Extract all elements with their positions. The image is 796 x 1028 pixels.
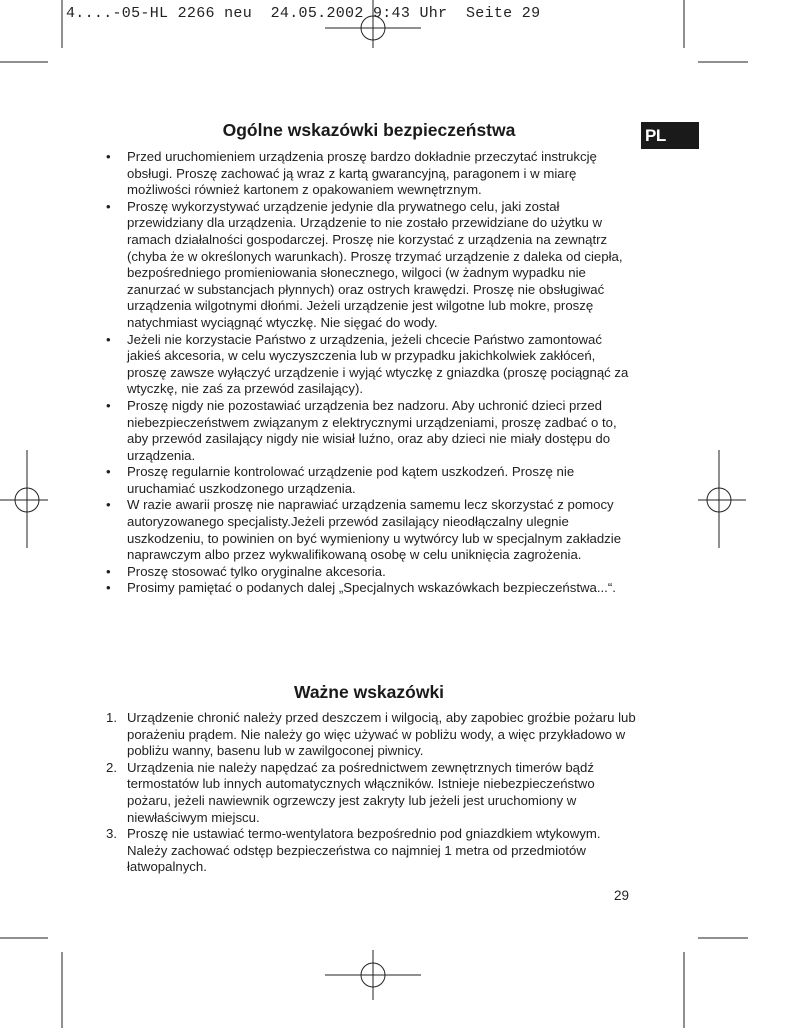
- page-number: 29: [614, 888, 630, 903]
- list-item: [106, 332, 636, 398]
- list-item-text: Proszę stosować tylko oryginalne akcesoria.: [127, 563, 386, 579]
- registration-mark-left: [0, 450, 48, 548]
- bullet-marker: •: [106, 563, 111, 579]
- registration-mark-right: [698, 450, 746, 548]
- item-number: 1.: [106, 710, 117, 725]
- list-item: [106, 564, 636, 581]
- section-title-important-notes: Ważne wskazówki: [293, 682, 445, 702]
- print-slug-header: 4....-05-HL 2266 neu 24.05.2002 9:43 Uhr Seite 29: [66, 5, 541, 22]
- bullet-marker: •: [106, 464, 111, 480]
- list-item-text: Proszę nie ustawiać termo-wentylatora bezpośrednio pod gniazdkiem wtykowym. Należy zachować odstęp bezpieczeństwa co najmniej 1 metra od przedmiotów łatwopalnych.: [127, 826, 601, 875]
- list-item: [106, 398, 636, 464]
- list-item-text: Prosimy pamiętać o podanych dalej „Specjalnych wskazówkach bezpieczeństwa...“.: [127, 580, 616, 596]
- registration-mark-top: [325, 0, 421, 48]
- bullet-marker: •: [106, 397, 111, 413]
- list-item-text: Przed uruchomieniem urządzenia proszę bardzo dokładnie przeczytać instrukcję obsługi. Proszę zachować ją wraz z kartą gwarancyjną, paragonem i w miarę możliwości również kartonem z opakowaniem wewnętrznym.: [127, 149, 597, 198]
- list-item: [106, 710, 636, 760]
- list-item: [106, 826, 636, 876]
- list-item-text: Proszę nigdy nie pozostawiać urządzenia bez nadzoru. Aby uchronić dzieci przed niebezpieczeństwem związanym z elektrycznymi urządzeniami, proszę zadbać o to, aby przewód zasilający nigdy nie wisiał luźno, oraz aby dzieci nie miały dostępu do urządzenia.: [127, 397, 617, 463]
- list-item-text: Proszę wykorzystywać urządzenie jedynie dla prywatnego celu, jaki został przewidziany dla urządzenia. Urządzenie to nie zostało przewidziane do użytku w ramach działalności gospodarczej. Proszę nie korzystać z urządzenia na zewnątrz (chyba że w określonych warunkach). Proszę trzymać urządzenie z daleka od ciepła, bezpośredniego promieniowania słonecznego, wilgoci (w żadnym wypadku nie zanurzać w substancjach płynnych) oraz ostrych krawędzi. Proszę nie obsługiwać urządzenia wilgotnymi dłońmi. Jeżeli urządzenie jest wilgotne lub mokre, proszę natychmiast wyciągnąć wtyczkę. Nie sięgać do wody.: [127, 198, 623, 330]
- registration-mark-bottom: [325, 950, 421, 1000]
- language-tab: PL: [641, 122, 699, 149]
- bullet-marker: •: [106, 580, 111, 596]
- list-item-text: Urządzenie chronić należy przed deszczem i wilgocią, aby zapobiec groźbie pożaru lub porażeniu prądem. Nie należy go więc używać w pobliżu wody, a więc przykładowo w pobliżu wanny, basenu lub w zawilgoconej piwnicy.: [127, 710, 636, 759]
- list-item-text: W razie awarii proszę nie naprawiać urządzenia samemu lecz skorzystać z pomocy autoryzowanego specjalisty.Jeżeli przewód zasilający nieodłączalny ulegnie uszkodzeniu, to powinien on być wymieniony u wytwórcy lub w specjalnym zakładzie naprawczym albo przez wykwalifikowaną osobę w celu uniknięcia zagrożenia.: [127, 497, 622, 563]
- bullet-marker: •: [106, 198, 111, 214]
- bullet-marker: •: [106, 149, 111, 164]
- list-item: [106, 149, 636, 199]
- list-item: [106, 199, 636, 332]
- bullet-marker: •: [106, 497, 111, 513]
- bullet-marker: •: [106, 331, 111, 347]
- list-item: [106, 464, 636, 497]
- item-number: 2.: [106, 759, 117, 775]
- section-title-general-safety: Ogólne wskazówki bezpieczeństwa: [222, 120, 516, 140]
- list-item: [106, 760, 636, 826]
- item-number: 3.: [106, 826, 117, 842]
- important-notes-list: [106, 710, 636, 876]
- list-item-text: Proszę regularnie kontrolować urządzenie pod kątem uszkodzeń. Proszę nie uruchamiać uszkodzonego urządzenia.: [127, 464, 575, 496]
- list-item: [106, 580, 636, 597]
- list-item-text: Urządzenia nie należy napędzać za pośrednictwem zewnętrznych timerów bądź termostatów lub innych automatycznych włączników. Istnieje niebezpieczeństwo pożaru, jeżeli nawiewnik ogrzewczy jest zakryty lub jeżeli jest uruchomiony w niewłaściwym miejscu.: [127, 759, 595, 825]
- list-item-text: Jeżeli nie korzystacie Państwo z urządzenia, jeżeli chcecie Państwo zamontować jakieś akcesoria, w celu wyczyszczenia lub w przypadku jakichkolwiek zakłóceń, proszę zawsze wyłączyć urządzenie i wyjąć wtyczkę z gniazdka (proszę pociągnąć za wtyczkę, nie zaś za przewód zasilający).: [127, 331, 629, 397]
- list-item: [106, 497, 636, 563]
- safety-bullet-list: [106, 149, 636, 597]
